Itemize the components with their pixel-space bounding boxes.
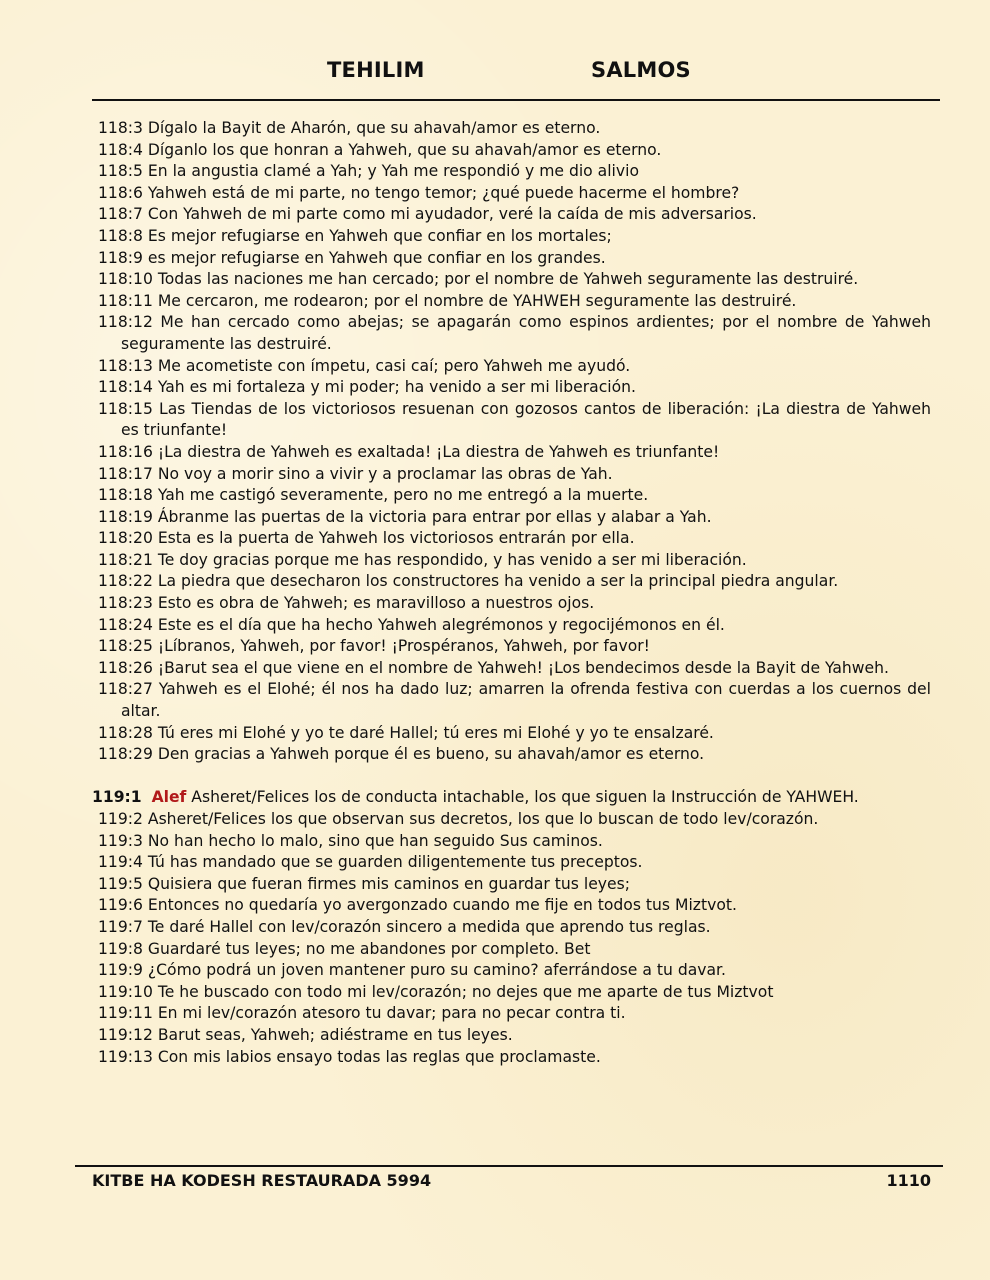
- paragraph-gap: [98, 766, 931, 788]
- header-title-left: TEHILIM: [327, 58, 425, 82]
- verse: 119:12 Barut seas, Yahweh; adiéstrame en tus leyes.: [98, 1025, 513, 1044]
- verse: 118:21 Te doy gracias porque me has respondido, y has venido a ser mi liberación.: [98, 550, 747, 569]
- header-title-right: SALMOS: [591, 58, 691, 82]
- verse: 118:23 Esto es obra de Yahweh; es maravilloso a nuestros ojos.: [98, 594, 595, 613]
- header-rule: [92, 99, 940, 101]
- verse: 118:29 Den gracias a Yahweh porque él es bueno, su ahavah/amor es eterno.: [98, 745, 705, 764]
- verse: 118:5 En la angustia clamé a Yah; y Yah me respondió y me dio alivio: [98, 162, 639, 181]
- verse: 118:15 Las Tiendas de los victoriosos resuenan con gozosos cantos de liberación: ¡La diestra de Yahweh es triunfante!: [98, 399, 931, 440]
- verse: 118:27 Yahweh es el Elohé; él nos ha dado luz; amarren la ofrenda festiva con cuerdas a los cuernos del altar.: [98, 680, 931, 721]
- page-number: 1110: [886, 1171, 931, 1190]
- verse: 118:13 Me acometiste con ímpetu, casi caí; pero Yahweh me ayudó.: [98, 356, 631, 375]
- verse: 119:5 Quisiera que fueran firmes mis caminos en guardar tus leyes;: [98, 874, 630, 893]
- verse-number: 119:1: [92, 788, 142, 807]
- verse: 118:14 Yah es mi fortaleza y mi poder; ha venido a ser mi liberación.: [98, 378, 637, 397]
- verse: 119:11 En mi lev/corazón atesoro tu davar; para no pecar contra ti.: [98, 1004, 626, 1023]
- verse: 118:17 No voy a morir sino a vivir y a proclamar las obras de Yah.: [98, 464, 613, 483]
- verse: 119:2 Asheret/Felices los que observan sus decretos, los que lo buscan de todo lev/corazón.: [98, 810, 819, 828]
- verse: 119:10 Te he buscado con todo mi lev/corazón; no dejes que me aparte de tus Miztvot: [98, 982, 774, 1001]
- scripture-text: [92, 118, 931, 1068]
- verse: 119:4 Tú has mandado que se guarden diligentemente tus preceptos.: [98, 853, 643, 872]
- verse: 118:24 Este es el día que ha hecho Yahweh alegrémonos y regocijémonos en él.: [98, 615, 725, 634]
- footer-rule: [75, 1165, 943, 1167]
- verse: 119:3 No han hecho lo malo, sino que han seguido Sus caminos.: [98, 831, 603, 850]
- verse: 118:8 Es mejor refugiarse en Yahweh que confiar en los mortales;: [98, 226, 612, 245]
- page-header: [0, 58, 990, 90]
- footer-book-title: KITBE HA KODESH RESTAURADA 5994: [92, 1171, 432, 1190]
- hebrew-letter-heading: Alef: [151, 788, 187, 807]
- verse: 118:26 ¡Barut sea el que viene en el nombre de Yahweh! ¡Los bendecimos desde la Bayit de Yahweh.: [98, 658, 889, 677]
- verse: 118:22 La piedra que desecharon los constructores ha venido a ser la principal piedra angular.: [98, 572, 839, 591]
- verse: 118:25 ¡Líbranos, Yahweh, por favor! ¡Prospéranos, Yahweh, por favor!: [98, 637, 650, 656]
- verse: 119:13 Con mis labios ensayo todas las reglas que proclamaste.: [98, 1047, 601, 1066]
- verse: 119:7 Te daré Hallel con lev/corazón sincero a medida que aprendo tus reglas.: [98, 917, 711, 936]
- verse: 118:19 Ábranme las puertas de la victoria para entrar por ellas y alabar a Yah.: [98, 507, 712, 526]
- verse: 118:18 Yah me castigó severamente, pero no me entregó a la muerte.: [98, 486, 649, 505]
- verse: 118:12 Me han cercado como abejas; se apagarán como espinos ardientes; por el nombre de Yahweh seguramente las destruiré.: [98, 313, 931, 353]
- verse: 118:11 Me cercaron, me rodearon; por el nombre de YAHWEH seguramente las destruiré.: [98, 291, 797, 310]
- verse: 118:10 Todas las naciones me han cercado; por el nombre de Yahweh seguramente las destruiré.: [98, 270, 859, 289]
- verse: 118:16 ¡La diestra de Yahweh es exaltada! ¡La diestra de Yahweh es triunfante!: [98, 442, 720, 461]
- verse-119-1: [92, 787, 931, 809]
- verse: 118:4 Díganlo los que honran a Yahweh, que su ahavah/amor es eterno.: [98, 140, 662, 159]
- verse: 118:9 es mejor refugiarse en Yahweh que confiar en los grandes.: [98, 248, 606, 267]
- verse: 119:9 ¿Cómo podrá un joven mantener puro su camino? aferrándose a tu davar.: [98, 961, 726, 980]
- verse: 118:7 Con Yahweh de mi parte como mi ayudador, veré la caída de mis adversarios.: [98, 205, 757, 224]
- verse: 119:6 Entonces no quedaría yo avergonzado cuando me fije en todos tus Miztvot.: [98, 896, 737, 915]
- verse: 118:28 Tú eres mi Elohé y yo te daré Hallel; tú eres mi Elohé y yo te ensalzaré.: [98, 723, 714, 742]
- verse: 118:3 Dígalo la Bayit de Aharón, que su ahavah/amor es eterno.: [98, 119, 601, 137]
- verse: 118:6 Yahweh está de mi parte, no tengo temor; ¿qué puede hacerme el hombre?: [98, 183, 740, 202]
- verse: 119:8 Guardaré tus leyes; no me abandones por completo. Bet: [98, 939, 591, 958]
- verse: 118:20 Esta es la puerta de Yahweh los victoriosos entrarán por ella.: [98, 529, 635, 548]
- verse-text: Asheret/Felices los de conducta intachable, los que siguen la Instrucción de YAHWEH.: [186, 788, 859, 807]
